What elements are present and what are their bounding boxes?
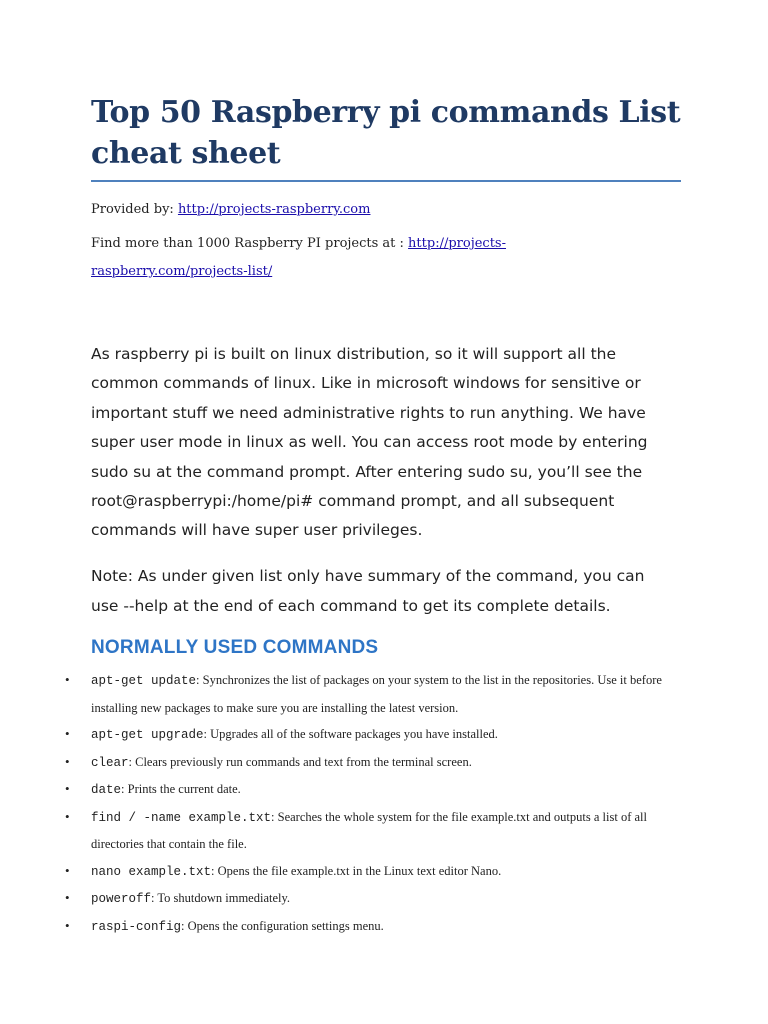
command-description: : Opens the file example.txt in the Linux text editor Nano. [211,863,502,878]
command-description: : Opens the configuration settings menu. [181,918,384,933]
bullet-icon: • [65,753,70,769]
command-item [65,913,691,941]
bullet-icon: • [65,808,70,824]
command-name: date [91,783,122,798]
bullet-icon: • [65,862,70,878]
command-item [65,721,691,749]
command-item [65,667,691,721]
bullet-icon: • [65,890,70,906]
provided-by-label: Provided by: [91,202,178,217]
command-name: raspi-config [91,919,182,934]
provided-by-link[interactable]: http://projects-raspberry.com [177,202,371,217]
document-page [65,92,681,940]
find-more-line [91,230,531,286]
find-more-label: Find more than 1000 Raspberry PI projects at : [91,236,409,251]
provided-by-line [91,202,681,218]
command-item [65,885,691,913]
command-description: : To shutdown immediately. [151,891,291,906]
command-name: poweroff [91,892,152,907]
intro-paragraph: As raspberry pi is built on linux distribution, so it will support all the common commands of linux. Like in microsoft windows for sensitive or important stuff we need administrative rights to run anything. We have super user mode in linux as well. You can access root mode by entering sudo su at the command prompt. After entering sudo su, you’ll see the root@raspberrypi:/home/pi# command prompt, and all subsequent commands will have super user privileges. [91,345,648,540]
command-name: nano example.txt [91,864,212,879]
command-description: : Clears previously run commands and text from the terminal screen. [128,754,472,769]
projects-list-link[interactable]: http://projects-raspberry.com/projects-list/ [91,236,506,279]
bullet-icon: • [65,917,70,933]
command-item [65,749,691,777]
command-item [65,858,691,886]
command-name: clear [91,755,129,770]
note-paragraph: Note: As under given list only have summary of the command, you can use --help at the end of each command to get its complete details. [91,567,645,616]
command-name: find / -name example.txt [91,810,272,825]
command-description: : Prints the current date. [121,782,241,797]
command-item [65,804,691,858]
bullet-icon: • [65,781,70,797]
command-list [65,667,691,940]
section-heading: NORMALLY USED COMMANDS [91,637,379,659]
command-name: apt-get update [91,674,197,689]
command-description: : Synchronizes the list of packages on your system to the list in the repositories. Use it before installing new packages to make sure you are installing the latest version. [91,673,662,715]
page-title: Top 50 Raspberry pi commands List cheat sheet [91,92,681,182]
command-name: apt-get upgrade [91,728,204,743]
command-description: : Searches the whole system for the file example.txt and outputs a list of all directories that contain the file. [91,809,647,852]
bullet-icon: • [65,672,70,688]
bullet-icon: • [65,726,70,742]
command-description: : Upgrades all of the software packages you have installed. [203,727,498,742]
command-item [65,776,691,804]
